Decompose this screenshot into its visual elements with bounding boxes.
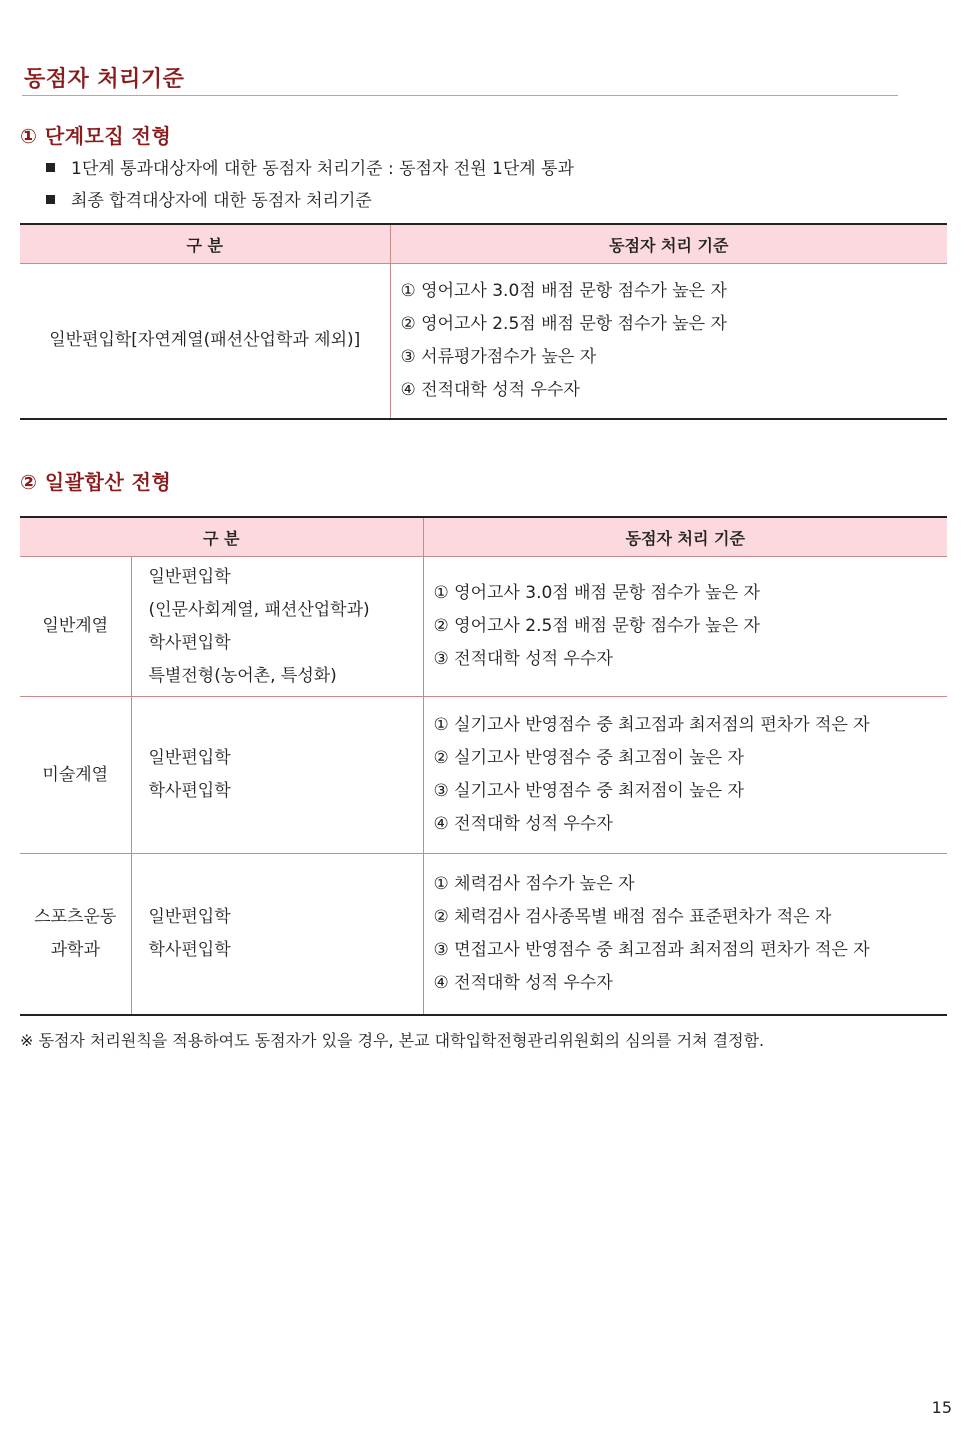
criteria-cell [423,697,947,854]
bullet-text: 최종 합격대상자에 대한 동점자 처리기준 [71,191,372,211]
subcategory-item: 일반편입학 [148,748,231,768]
bullet-text: 1단계 통과대상자에 대한 동점자 처리기준 : 동점자 전원 1단계 통과 [71,159,574,179]
category-text: 일반편입학[자연계열(패션산업학과 제외)] [49,330,361,351]
bullet-item [46,185,574,217]
table-row [20,697,947,854]
table-header-row [20,517,947,557]
criteria-item: ④ 전적대학 성적 우수자 [433,814,613,834]
square-bullet-icon [46,163,55,172]
footnote: ※ 동점자 처리원칙을 적용하여도 동점자가 있을 경우, 본교 대학입학전형관리위원회의 심의를 거쳐 결정함. [20,1031,765,1050]
criteria-cell [423,854,947,1015]
section2-title: ② 일괄합산 전형 [20,470,172,494]
category-text: 과학과 [50,939,100,960]
header-criteria: 동점자 처리 기준 [423,517,947,557]
square-bullet-icon [46,195,55,204]
page-number: 15 [931,1398,952,1417]
category-text: 미술계열 [42,764,109,785]
table-row [20,264,947,419]
category-cell [20,264,390,419]
category-text: 일반계열 [42,616,109,636]
criteria-item: ④ 전적대학 성적 우수자 [433,972,613,993]
table-row [20,854,947,1015]
section1-table [20,223,947,420]
title-divider [22,95,898,96]
criteria-cell [423,557,947,697]
criteria-item: ④ 전적대학 성적 우수자 [400,379,580,400]
table-row [20,557,947,697]
subcategory-item: 일반편입학 [148,906,231,927]
subcategory-item: (인문사회계열, 패션산업학과) [148,599,370,620]
criteria-item: ③ 전적대학 성적 우수자 [433,649,613,669]
subcategory-item: 학사편입학 [148,632,231,653]
criteria-item: ③ 서류평가점수가 높은 자 [400,346,597,367]
table-header-row [20,224,947,264]
criteria-item: ① 실기고사 반영점수 중 최고점과 최저점의 편차가 적은 자 [433,715,870,735]
subcategory-cell [131,557,423,697]
category-cell [20,557,131,697]
category-cell [20,697,131,854]
category-cell [20,854,131,1015]
criteria-item: ② 체력검사 검사종목별 배점 점수 표준편차가 적은 자 [433,906,832,927]
header-category: 구 분 [20,517,423,557]
criteria-item: ② 실기고사 반영점수 중 최고점이 높은 자 [433,748,744,768]
subcategory-cell [131,854,423,1015]
header-criteria: 동점자 처리 기준 [390,224,947,264]
criteria-item: ③ 실기고사 반영점수 중 최저점이 높은 자 [433,781,744,801]
page-title: 동점자 처리기준 [24,67,185,92]
subcategory-item: 학사편입학 [148,939,231,960]
criteria-item: ② 영어고사 2.5점 배점 문항 점수가 높은 자 [433,616,760,636]
subcategory-item: 학사편입학 [148,781,231,801]
criteria-item: ① 체력검사 점수가 높은 자 [433,873,635,894]
bullet-item [46,153,574,185]
subcategory-cell [131,697,423,854]
header-category: 구 분 [20,224,390,264]
criteria-item: ① 영어고사 3.0점 배점 문항 점수가 높은 자 [433,583,760,603]
criteria-item: ③ 면접고사 반영점수 중 최고점과 최저점의 편차가 적은 자 [433,939,870,960]
criteria-cell [390,264,947,419]
criteria-item: ① 영어고사 3.0점 배점 문항 점수가 높은 자 [400,280,727,301]
section2-table [20,516,947,1016]
category-text: 스포츠운동 [34,906,117,927]
criteria-item: ② 영어고사 2.5점 배점 문항 점수가 높은 자 [400,313,727,334]
subcategory-item: 특별전형(농어촌, 특성화) [148,665,337,686]
section1-bullets [46,153,574,217]
section1-title: ① 단계모집 전형 [20,124,172,148]
subcategory-item: 일반편입학 [148,566,231,587]
